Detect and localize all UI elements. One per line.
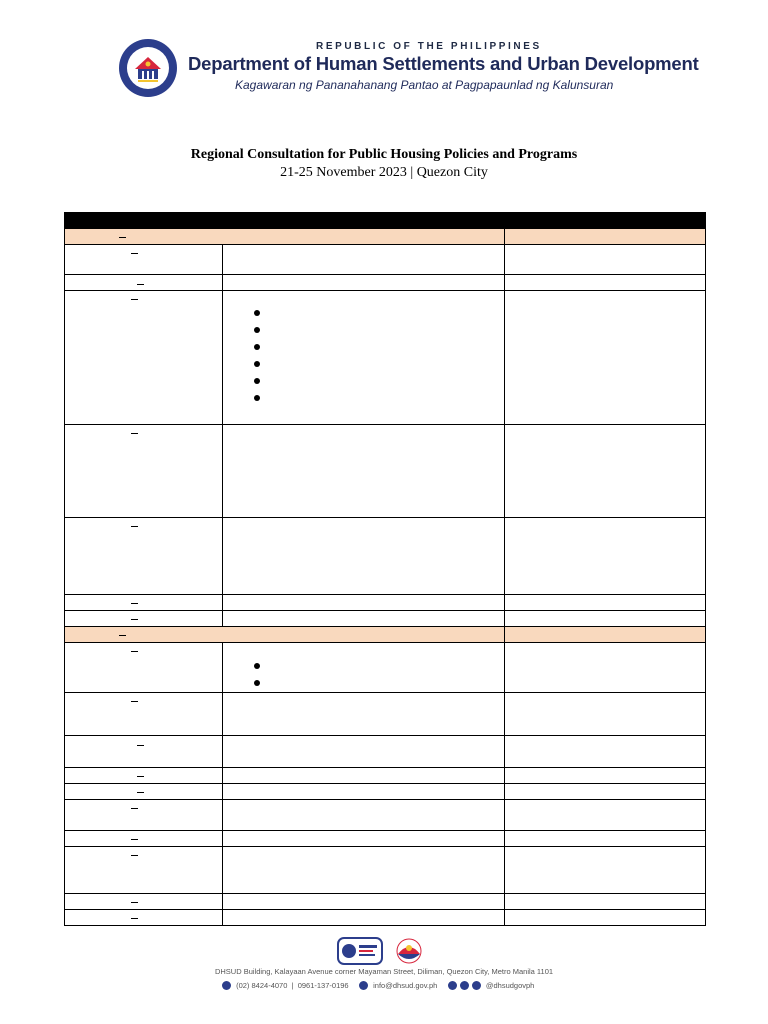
table-row	[64, 518, 706, 595]
table-row	[64, 736, 706, 768]
footer-phone: (02) 8424-4070	[236, 980, 288, 990]
table-header-row	[64, 212, 706, 229]
bagong-pilipinas-logo-icon	[397, 939, 421, 963]
facebook-icon	[448, 981, 457, 990]
footer-logos	[337, 936, 433, 968]
table-row	[64, 693, 706, 736]
twitter-icon	[472, 981, 481, 990]
email-icon	[359, 981, 368, 990]
table-row	[64, 291, 706, 425]
table-row	[64, 595, 706, 611]
footer-contact: (02) 8424-4070 | 0961-137-0196 info@dhsud.gov.ph @dhsudgovph	[222, 980, 552, 992]
youtube-icon	[460, 981, 469, 990]
day-row	[64, 627, 706, 643]
table-row	[64, 768, 706, 784]
table-row	[64, 245, 706, 275]
table-row	[64, 894, 706, 910]
campaign-logo-icon	[338, 938, 382, 964]
table-row	[64, 643, 706, 693]
program-table	[64, 212, 706, 926]
footer-email: info@dhsud.gov.ph	[373, 980, 438, 990]
document-title: Regional Consultation for Public Housing Policies and Programs	[190, 147, 578, 162]
day-row	[64, 229, 706, 245]
letterhead	[118, 38, 699, 102]
bullet-icon	[254, 361, 260, 367]
table-row	[64, 611, 706, 627]
bullet-icon	[254, 344, 260, 350]
bullet-icon	[254, 680, 260, 686]
bullet-icon	[254, 395, 260, 401]
department-name: Department of Human Settlements and Urban Development	[188, 53, 699, 74]
bullet-icon	[254, 327, 260, 333]
department-tagalog-name: Kagawaran ng Pananahanang Pantao at Pagpapaunlad ng Kalunsuran	[235, 78, 614, 92]
table-row	[64, 847, 706, 894]
bullet-icon	[254, 378, 260, 384]
table-row	[64, 831, 706, 847]
footer-mobile: 0961-137-0196	[297, 980, 349, 990]
footer-address: DHSUD Building, Kalayaan Avenue corner Mayaman Street, Diliman, Quezon City, Metro Manila 1101	[214, 967, 554, 976]
republic-heading: REPUBLIC OF THE PHILIPPINES	[316, 41, 542, 52]
bullet-icon	[254, 663, 260, 669]
phone-icon	[222, 981, 231, 990]
table-row	[64, 275, 706, 291]
bullet-icon	[254, 310, 260, 316]
footer-social: @dhsudgovph	[485, 980, 535, 990]
document-subtitle: 21-25 November 2023 | Quezon City	[280, 165, 488, 180]
table-row	[64, 784, 706, 800]
table-row	[64, 800, 706, 831]
table-row	[64, 910, 706, 926]
table-row	[64, 425, 706, 518]
dhsud-seal-icon	[118, 38, 178, 98]
